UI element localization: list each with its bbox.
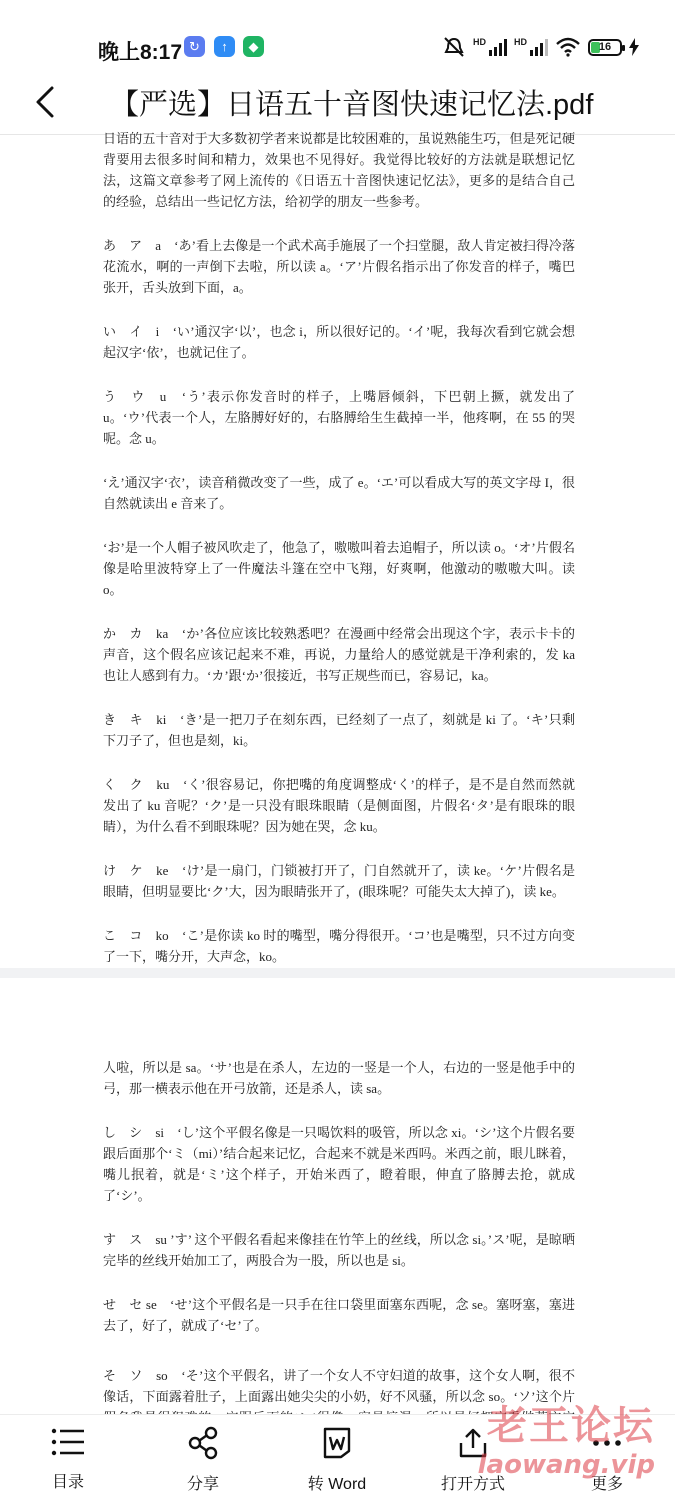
paragraph: う ウ u ‘う’表示你发音时的样子，上嘴唇倾斜，下巴朝上撅，就发出了 u。‘ウ’代表一个人，左胳膊好好的，右胳膊给生生截掉一半，他疼啊，在 55 的哭呢。念 u。 — [103, 389, 575, 446]
watermark-text: 老王论坛 — [487, 1403, 655, 1449]
mute-icon — [442, 36, 466, 58]
paragraph: い イ i ‘い’通汉字‘以’，也念 i，所以很好记的。‘イ’呢，我每次看到它就会想起汉字‘依’，也就记住了。 — [103, 324, 575, 360]
paragraph: ‘お’是一个人帽子被风吹走了，他急了，嗷嗷叫着去追帽子，所以读 o。‘オ’片假名像是哈里波特穿上了一件魔法斗篷在空中飞翔，好爽啊，他激动的嗷嗷大叫。读 o。 — [103, 540, 575, 597]
paragraph: あ ア a ‘あ’看上去像是一个武术高手施展了一个扫堂腿，敌人肯定被扫得冷落花流水，啊的一声倒下去啦，所以读 a。‘ア’片假名指示出了你发音的样子，嘴巴张开，舌头放到下面，a。 — [103, 238, 575, 295]
upload-notification-icon: ↑ — [214, 36, 235, 57]
word-document-icon — [321, 1427, 353, 1459]
watermark-url: laowang.vip — [477, 1450, 655, 1480]
list-icon — [51, 1427, 85, 1457]
toc-label: 目录 — [51, 1474, 84, 1491]
share-icon — [187, 1427, 219, 1459]
back-arrow-icon[interactable] — [30, 80, 66, 124]
wifi-icon — [555, 37, 581, 57]
toc-button[interactable] — [13, 1427, 123, 1492]
status-time: 晚上8:17 — [98, 41, 183, 64]
network-type-2: HD — [514, 37, 527, 47]
paragraph: く ク ku ‘く’很容易记，你把嘴的角度调整成‘く’的样子，是不是自然而然就发出了 ku 音呢？‘ク’是一只没有眼珠眼睛（是侧面图，片假名‘タ’是有眼珠的眼睛），为什么看不到眼珠呢？因为她在哭，念 ku。 — [103, 777, 575, 834]
signal-1-icon — [473, 38, 507, 56]
paragraph: す ス su ’す’ 这个平假名看起来像挂在竹竿上的丝线，所以念 si。’ス’呢，是晾晒完毕的丝线开始加工了，两股合为一股，所以也是 si。 — [103, 1232, 575, 1268]
paragraph: ‘え’通汉字‘衣’，读音稍微改变了一些，成了 e。‘エ’可以看成大写的英文字母 I，很自然就读出 e 音来了。 — [103, 475, 575, 511]
convert-word-label: 转 Word — [307, 1476, 367, 1493]
page-2-text — [103, 1057, 575, 1472]
app-notification-icon: ↻ — [184, 36, 205, 57]
network-type-1: HD — [473, 37, 486, 47]
more-dots-icon — [591, 1427, 623, 1459]
battery-icon — [588, 39, 622, 56]
open-with-label: 打开方式 — [440, 1476, 505, 1493]
paragraph: せ セ se ‘せ’这个平假名是一只手在往口袋里面塞东西呢，念 se。塞呀塞，塞进去了，好了，就成了‘セ’了。 — [103, 1297, 575, 1333]
paragraph: そ ソ so ‘そ’这个平假名，讲了一个女人不守妇道的故事，这个女人啊，很不像话，下面露着肚子，上面露出她尖尖的小奶，好不风骚，所以念 so。‘ソ’这个片 — [103, 1368, 575, 1404]
pdf-page-2[interactable] — [0, 978, 675, 1414]
paragraph: 日语的五十音对于大多数初学者来说都是比较困难的，虽说熟能生巧，但是死记硬背要用去很多时间和精力，效果也不见得好。我觉得比较好的方法就是联想记忆法，这篇文章参考了网上流传的《日语五十音图快速记忆法》，更多的是结合自己的经验，总结出一些记忆方法，给初学的朋友一些参考。 — [103, 131, 575, 209]
document-title: 【严选】日语五十音图快速记忆法.pdf — [110, 89, 594, 121]
paragraph: か カ ka ‘か’各位应该比较熟悉吧？在漫画中经常会出现这个字，表示卡卡的声音，这个假名应该记起来不难，再说，力量给人的感觉就是干净利索的，发 ka 也让人感到有力。‘カ’跟‘か’很接近，书写正规些而已，容易记，ka。 — [103, 626, 575, 683]
export-icon — [457, 1427, 489, 1459]
shield-notification-icon: ◆ — [243, 36, 264, 57]
more-label: 更多 — [590, 1476, 623, 1493]
paragraph: こ コ ko ‘こ’是你读 ko 时的嘴型，嘴分得很开。‘コ’也是嘴型，只不过方向变了一下，嘴分开，大声念，ko。 — [103, 928, 575, 964]
more-button[interactable] — [552, 1427, 662, 1494]
paragraph: け ケ ke ‘け’是一扇门，门锁被打开了，门自然就开了，读 ke。‘ケ’片假名是眼睛，但明显要比‘ク’大，因为眼睛张开了，(眼珠呢？可能失太大掉了)，读 ke。 — [103, 863, 575, 899]
page-1-text — [103, 128, 575, 1034]
app-header — [0, 70, 675, 134]
signal-2-icon — [514, 38, 548, 56]
paragraph: 人啦，所以是 sa。‘サ’也是在杀人，左边的一竖是一个人，右边的一竖是他手中的弓，那一横表示他在开弓放箭，还是杀人，读 sa。 — [103, 1060, 575, 1096]
bottom-toolbar — [0, 1414, 675, 1501]
battery-level: 16 — [598, 40, 612, 53]
status-indicators — [442, 34, 639, 60]
page-separator — [0, 968, 675, 978]
open-with-button[interactable] — [418, 1427, 528, 1494]
paragraph: き キ ki ‘き’是一把刀子在刻东西，已经刻了一点了，刻就是 ki 了。‘キ’只剩下刀子了，但也是刻，ki。 — [103, 712, 575, 748]
convert-word-button[interactable] — [282, 1427, 392, 1494]
paragraph: し シ si ‘し’这个平假名像是一只喝饮料的吸管，所以念 xi。‘シ’这个片假名要跟后面那个‘ミ（mi）’结合起来记忆，合起来不就是米西吗。米西之前，眼儿眯着，嘴儿抿着，就是‘ミ’这个样子，开始米西了，瞪着眼，伸直了胳膊去抢，就成了‘シ’。 — [103, 1125, 575, 1203]
share-label: 分享 — [186, 1476, 219, 1493]
share-button[interactable] — [148, 1427, 258, 1494]
charging-icon — [629, 38, 639, 56]
pdf-page-1[interactable] — [0, 131, 675, 968]
